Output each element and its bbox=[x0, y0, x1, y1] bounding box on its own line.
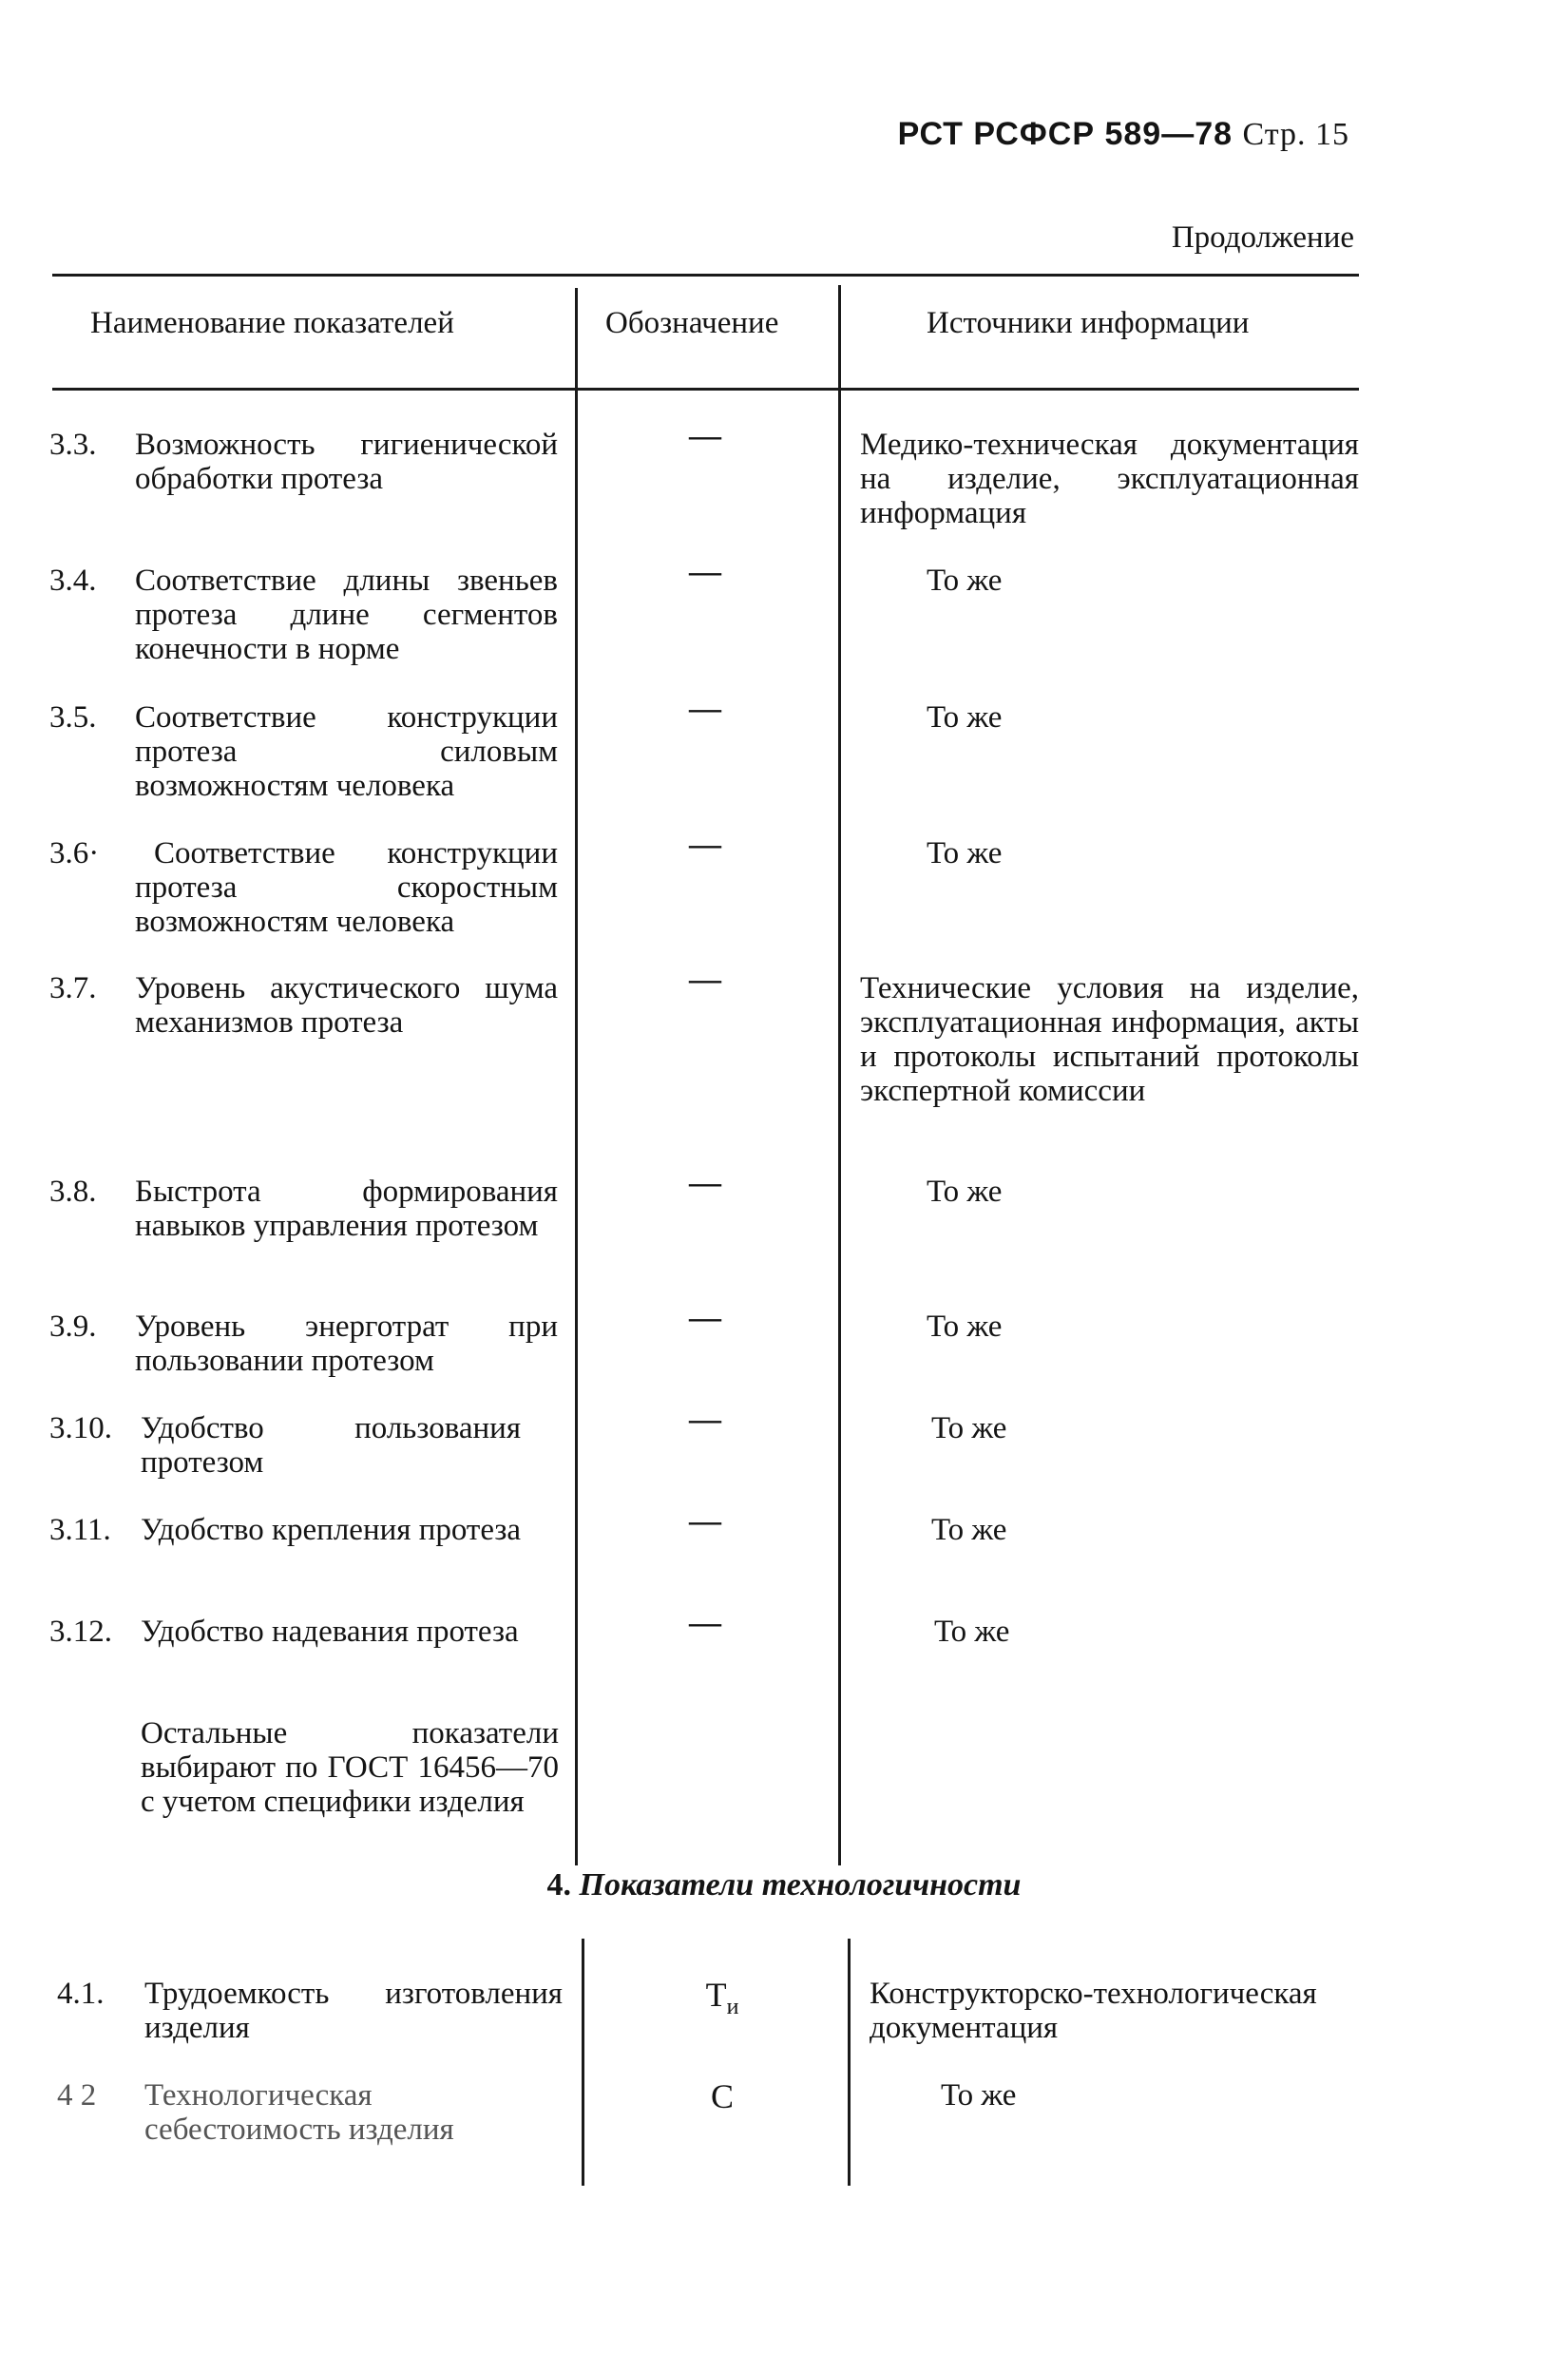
row-number: 3.9. bbox=[49, 1310, 97, 1344]
row-source: То же bbox=[934, 1615, 1010, 1649]
row-number: 4.1. bbox=[57, 1977, 105, 2011]
row-number: 4 2 bbox=[57, 2078, 97, 2113]
section-heading bbox=[0, 1867, 1568, 1903]
row-name: Удобство крепления протеза bbox=[141, 1513, 522, 1547]
row-designation: — bbox=[689, 1402, 721, 1437]
column-header-name: Наименование показателей bbox=[90, 306, 454, 340]
row-name: Быстрота формирования навыков управления протезом bbox=[135, 1175, 558, 1243]
row-number: 3.12. bbox=[49, 1615, 112, 1649]
row-number: 3.8. bbox=[49, 1175, 97, 1209]
row-source: То же bbox=[931, 1513, 1007, 1547]
row-source: То же bbox=[941, 2078, 1017, 2113]
column-header-designation: Обозначение bbox=[605, 306, 779, 340]
row-name: Технологическая себестоимость изделия bbox=[144, 2078, 454, 2147]
row-name: Возможность гигиенической обработки протеза bbox=[135, 428, 558, 496]
page-header bbox=[898, 116, 1349, 153]
row-designation: — bbox=[689, 827, 721, 862]
column-divider-1 bbox=[575, 288, 578, 1865]
table-note: Остальные показатели выбирают по ГОСТ 16456—70 с учетом специфики изделия bbox=[141, 1716, 559, 1819]
row-name: Соответствие длины звеньев протеза длине сегментов конечности в норме bbox=[135, 564, 558, 666]
page-number: Стр. 15 bbox=[1242, 117, 1349, 152]
row-designation: — bbox=[689, 962, 721, 997]
row-source: То же bbox=[927, 836, 1003, 870]
row-name: Удобство пользования протезом bbox=[141, 1411, 521, 1480]
row-name: Соответствие конструкции протеза силовым возможностям человека bbox=[135, 700, 558, 803]
row-source: То же bbox=[931, 1411, 1007, 1445]
row-designation: С bbox=[710, 2077, 734, 2115]
continuation-label: Продолжение bbox=[1171, 220, 1354, 255]
row-source: То же bbox=[927, 700, 1003, 735]
row-number: 3.7. bbox=[49, 971, 97, 1005]
table-top-rule bbox=[52, 274, 1359, 277]
column-divider-2-section4 bbox=[848, 1939, 851, 2186]
table-header-rule bbox=[52, 388, 1359, 391]
section-number: 4. bbox=[546, 1867, 572, 1903]
row-designation: — bbox=[689, 1605, 721, 1640]
row-designation: $Т_и$ bbox=[705, 1976, 739, 2020]
standard-number: РСТ РСФСР 589—78 bbox=[897, 116, 1233, 152]
row-number: 3.6· bbox=[49, 836, 100, 870]
section-title: Показатели технологичности bbox=[579, 1867, 1022, 1903]
row-designation: — bbox=[689, 554, 721, 589]
row-name: Уровень акустического шума механизмов протеза bbox=[135, 971, 558, 1040]
row-source: То же bbox=[927, 564, 1003, 598]
row-designation: — bbox=[689, 1503, 721, 1539]
row-name: Удобство надевания протеза bbox=[141, 1615, 519, 1649]
row-source: То же bbox=[927, 1310, 1003, 1344]
row-name: Соответствие конструкции протеза скоростным возможностям человека bbox=[135, 836, 558, 939]
row-source: Конструкторско-технологическая документация bbox=[870, 1977, 1317, 2045]
column-header-source: Источники информации bbox=[927, 306, 1250, 340]
row-number: 3.10. bbox=[49, 1411, 112, 1445]
row-number: 3.11. bbox=[49, 1513, 111, 1547]
row-number: 3.5. bbox=[49, 700, 97, 735]
row-designation: — bbox=[689, 1165, 721, 1200]
row-designation: — bbox=[689, 418, 721, 453]
column-divider-1-section4 bbox=[582, 1939, 584, 2186]
row-designation: — bbox=[689, 1300, 721, 1335]
row-designation: — bbox=[689, 691, 721, 726]
row-source: То же bbox=[927, 1175, 1003, 1209]
column-divider-2 bbox=[838, 285, 841, 1865]
row-source: Медико-техническая документация на изделие, эксплуатационная информация bbox=[860, 428, 1359, 530]
row-source: Технические условия на изделие, эксплуатационная информация, акты и протоколы испытаний протоколы экспертной комиссии bbox=[860, 971, 1359, 1108]
row-number: 3.4. bbox=[49, 564, 97, 598]
row-number: 3.3. bbox=[49, 428, 97, 462]
row-name: Трудоемкость изготовления изделия bbox=[144, 1977, 563, 2045]
row-name: Уровень энерготрат при пользовании протезом bbox=[135, 1310, 558, 1378]
